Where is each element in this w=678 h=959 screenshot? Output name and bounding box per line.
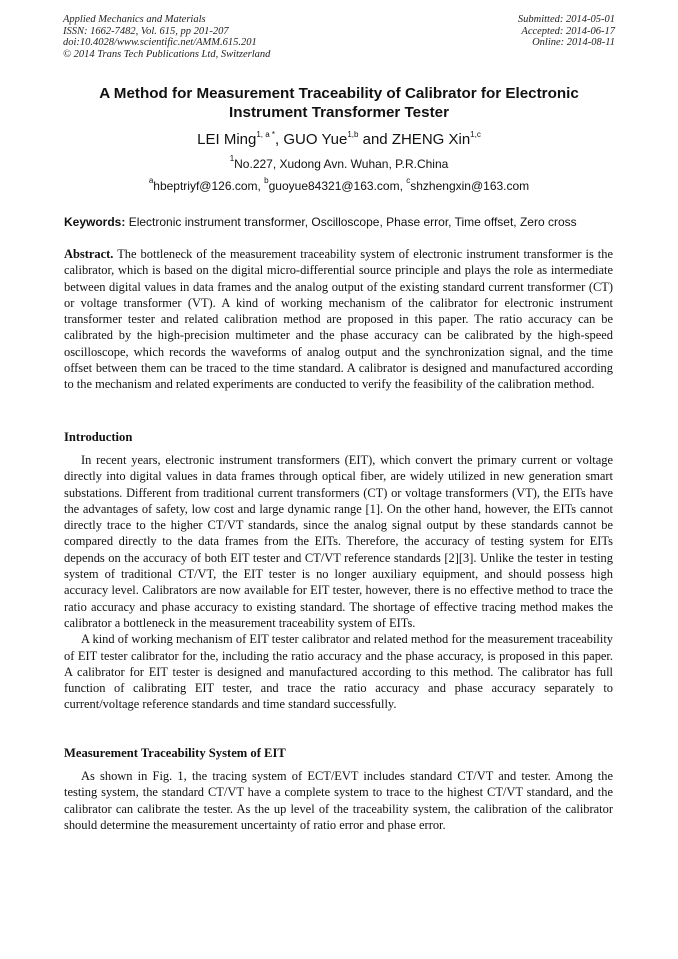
traceability-heading: Measurement Traceability System of EIT [64, 746, 286, 760]
author-superscript: 1,b [347, 130, 359, 139]
introduction-heading: Introduction [64, 430, 133, 444]
journal-doi: doi:10.4028/www.scientific.net/AMM.615.201 [63, 37, 257, 48]
author-list [64, 131, 614, 149]
email-list [64, 176, 614, 194]
keywords-label: Keywords: [64, 215, 126, 229]
submission-dates [518, 14, 615, 49]
body-paragraph: As shown in Fig. 1, the tracing system of ECT/EVT includes standard CT/VT and tester. Among the testing system, the standard CT/VT have a complete system to trace to the highest CT/VT standard, and the calibrator can calibrate the tester. As the up level of the traceability system, the calibration of the calibrator should determine the measurement uncertainty of ratio error and phase error. [64, 769, 613, 832]
online-date: Online: 2014-08-11 [532, 37, 615, 48]
traceability-body [64, 768, 613, 833]
email-superscript: c [406, 176, 411, 185]
paper-title [64, 84, 614, 122]
author-separator: and [358, 131, 392, 148]
body-paragraph: In recent years, electronic instrument transformers (EIT), which convert the primary current or voltage directly into digital values in data frames through optical fiber, are widely utilized in new generation smart substations. Different from traditional current transformers (CT) or voltage transformers (VT), the EITs have the advantages of safety, low cost and large dynamic range [1]. On the other hand, however, the EITs cannot directly trace to the higher CT/VT standards, since the analog signal output by these standards cannot be compared directly to the data frames from the EITs. Therefore, the accuracy of testing system for EITs depends on the accuracy of both EIT tester and CT/VT reference standards [2][3]. Unlike the tester in testing system of traditional CT/VT, the EIT tester is no longer auxiliary equipment, and should possess high accuracy level. Calibrators are now available for EIT tester, however, there is no effective method to trace the ratio accuracy and phase accuracy to existing standard. The shortage of effective tracing method makes the calibrator a bottleneck in the measurement traceability system of EITs. [64, 453, 613, 630]
journal-name: Applied Mechanics and Materials [63, 14, 206, 25]
email-superscript: a [148, 176, 154, 185]
affiliation [64, 154, 614, 172]
email-address: guoyue84321@163.com [268, 179, 400, 193]
journal-issn: ISSN: 1662-7482, Vol. 615, pp 201-207 [63, 25, 229, 37]
email-superscript: b [264, 176, 269, 185]
author-separator: , [275, 131, 284, 148]
submitted-date: Submitted: 2014-05-01 [517, 14, 615, 25]
affiliation-text: No.227, Xudong Avn. Wuhan, P.R.China [234, 157, 449, 171]
title-line-2: Instrument Transformer Tester [229, 104, 449, 121]
title-line-1: A Method for Measurement Traceability of Calibrator for Electronic [99, 85, 579, 102]
body-paragraph: A kind of working mechanism of EIT tester calibrator and related method for the measurement traceability of EIT tester calibrator for the, including the ratio accuracy and the phase accuracy, is proposed in this paper. A calibrator for EIT tester is designed and manufactured according to this method. The calibrator has full function of calibrating EIT tester, and trace the ratio accuracy and phase accuracy separately to current/voltage reference standards and time standard successfully. [64, 632, 613, 712]
author-name: GUO Yue [283, 131, 348, 148]
abstract-paragraph [64, 246, 613, 393]
email-address: hbeptriyf@126.com [153, 179, 258, 193]
email-separator: , [257, 179, 265, 193]
email-address: shzhengxin@163.com [410, 179, 530, 193]
introduction-body [64, 452, 613, 713]
abstract [64, 246, 613, 393]
author-superscript: 1,c [470, 130, 481, 139]
affiliation-superscript: 1 [229, 154, 235, 163]
author-superscript: 1, a * [256, 130, 276, 139]
journal-copyright: © 2014 Trans Tech Publications Ltd, Switzerland [63, 48, 271, 60]
author-name: ZHENG Xin [391, 131, 471, 148]
accepted-date: Accepted: 2014-06-17 [521, 25, 615, 37]
abstract-label: Abstract. [64, 247, 114, 261]
keywords [64, 215, 616, 230]
author-name: LEI Ming [197, 131, 257, 148]
keywords-text: Electronic instrument transformer, Oscilloscope, Phase error, Time offset, Zero cross [125, 215, 577, 229]
email-separator: , [399, 179, 407, 193]
journal-info [63, 14, 270, 60]
abstract-text: The bottleneck of the measurement traceability system of electronic instrument transformer is the calibrator, which is based on the digital micro-differential source principle and plays the role as intermediate between digital values in data frames and the analog output of the existing standard current transformer (CT) or voltage transformer (VT). A kind of working mechanism of the calibrator for electronic instrument transformer tester and related calibration method are proposed in this paper. The ratio accuracy can be calibrated by the high-precision multimeter and the phase accuracy can be calibrated by the high-speed oscilloscope, which records the waveforms of analog output and the synchronization signal, and the time offset between them can be traced to the time standard. A calibrator is designed and manufactured according to the mechanism and related experiments are conducted to verify the feasibility of the calibration method. [64, 247, 613, 392]
